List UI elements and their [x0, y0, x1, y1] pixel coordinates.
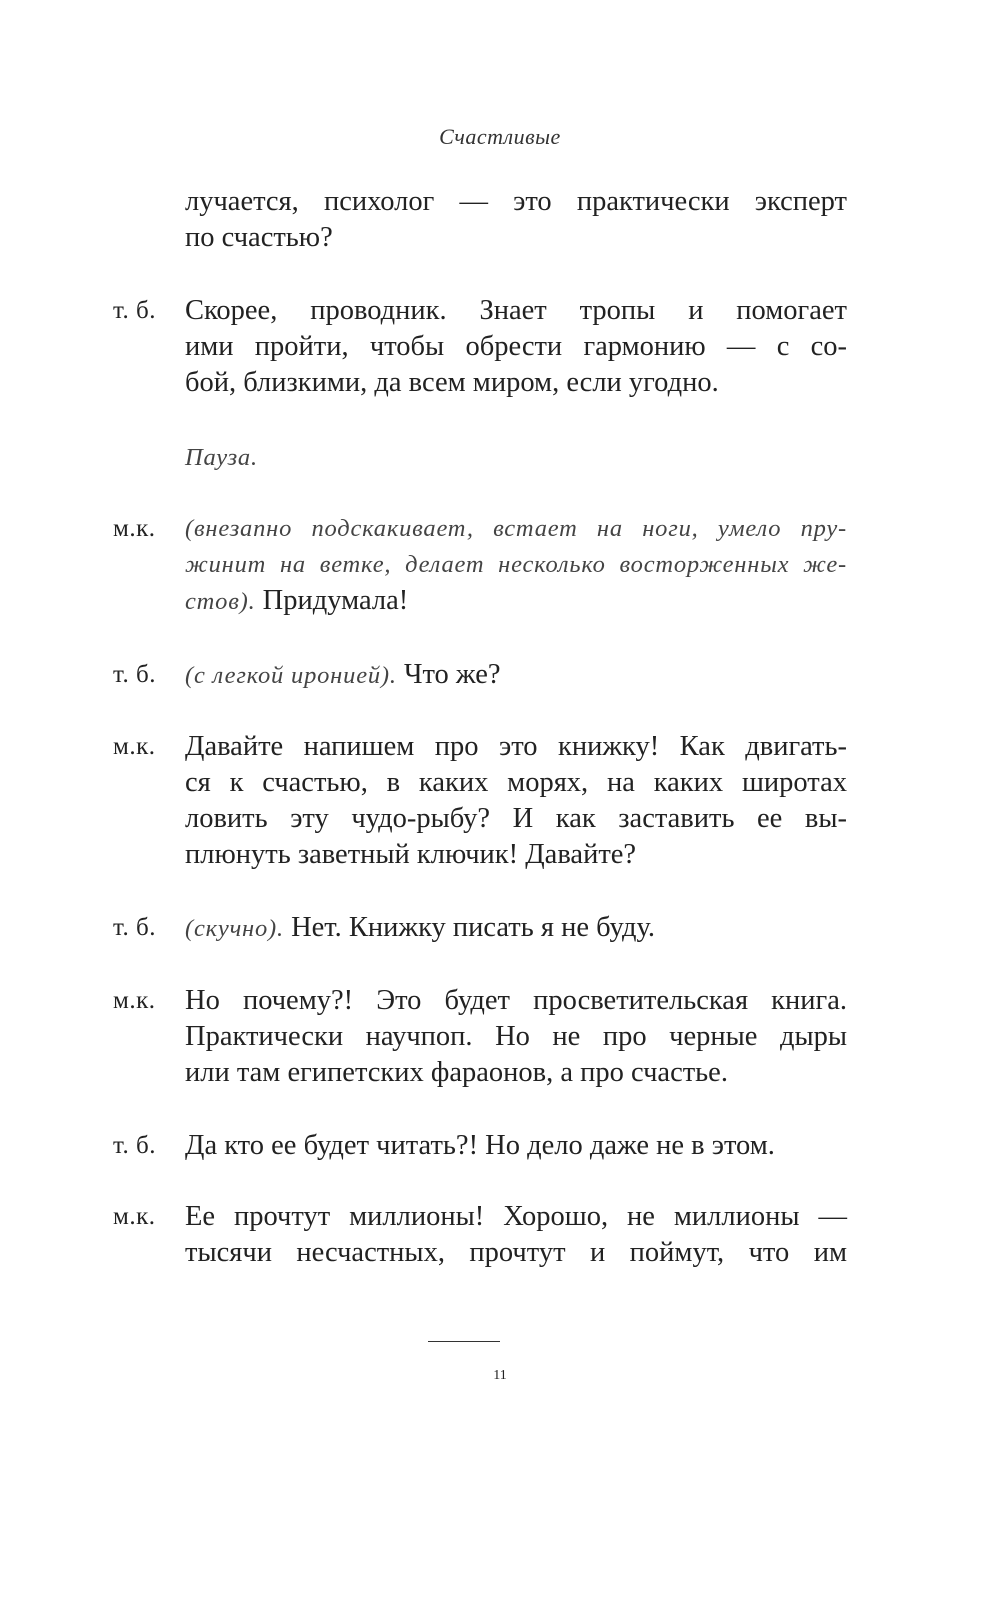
- text-line: ся к счастью, в каких морях, на каких широтах: [185, 767, 847, 798]
- replica: Нет. Книжку писать я не буду.: [291, 912, 656, 943]
- text-line: Но почему?! Это будет просветительская книга.: [185, 985, 847, 1016]
- dialogue-block: [113, 983, 853, 1091]
- remark: стов).: [185, 588, 256, 615]
- dialogue-text: [185, 184, 847, 256]
- text-line: Скорее, проводник. Знает тропы и помогает: [185, 295, 847, 326]
- speaker-label: м.к.: [113, 987, 156, 1014]
- text-line: бой, близкими, да всем миром, если угодно.: [185, 367, 719, 398]
- dialogue-text: [185, 910, 847, 947]
- dialogue-block: [113, 1199, 853, 1271]
- running-head: Счастливые: [439, 124, 561, 149]
- text-line: ловить эту чудо-рыбу? И как заставить ее вы-: [185, 803, 847, 834]
- speaker-label: т. б.: [113, 914, 157, 941]
- dialogue-block: [113, 293, 853, 401]
- footer-rule: [428, 1341, 500, 1342]
- speaker-label: м.к.: [113, 733, 156, 760]
- dialogue-block: [113, 910, 853, 947]
- remark-line: жинит на ветке, делает несколько восторженных же-: [185, 551, 847, 578]
- dialogue-text: [185, 657, 847, 694]
- speaker-label: т. б.: [113, 1132, 157, 1159]
- speaker-label: т. б.: [113, 661, 157, 688]
- text-line: лучается, психолог — это практически эксперт: [185, 186, 847, 217]
- remark-line: (внезапно подскакивает, встает на ноги, умело пру-: [185, 515, 847, 542]
- dialogue-text: [185, 293, 847, 401]
- text-line: Ее прочтут миллионы! Хорошо, не миллионы —: [185, 1201, 847, 1232]
- text-line: или там египетских фараонов, а про счастье.: [185, 1057, 728, 1088]
- dialogue-text: [185, 439, 847, 476]
- dialogue-text: [185, 1128, 847, 1164]
- remark: (с легкой иронией).: [185, 662, 397, 689]
- text-line: Да кто ее будет читать?! Но дело даже не в этом.: [185, 1130, 775, 1161]
- dialogue-block: [113, 511, 853, 620]
- stage-direction: Пауза.: [185, 444, 258, 471]
- dialogue-text: [185, 1199, 847, 1271]
- speaker-label: т. б.: [113, 297, 157, 324]
- dialogue-block: [113, 729, 853, 873]
- dialogue-text: [185, 983, 847, 1091]
- dialogue-block: [113, 1128, 853, 1164]
- text-line: по счастью?: [185, 222, 333, 253]
- replica: Придумала!: [262, 585, 409, 616]
- text-line: [185, 583, 847, 620]
- dialogue-block: [113, 657, 853, 694]
- text-line: [185, 910, 847, 947]
- text-line: плюнуть заветный ключик! Давайте?: [185, 839, 637, 870]
- dialogue-text: [185, 729, 847, 873]
- dialogue-text: [185, 511, 847, 620]
- dialogue-block: [113, 184, 853, 256]
- remark: (скучно).: [185, 915, 284, 942]
- stage-direction-block: [113, 439, 853, 476]
- text-line: Давайте напишем про это книжку! Как двигать-: [185, 731, 847, 762]
- speaker-label: м.к.: [113, 515, 156, 542]
- text-line: Практически научпоп. Но не про черные дыры: [185, 1021, 847, 1052]
- text-line: тысячи несчастных, прочтут и поймут, что им: [185, 1237, 847, 1268]
- replica: Что же?: [403, 659, 501, 690]
- speaker-label: м.к.: [113, 1203, 156, 1230]
- text-line: [185, 657, 847, 694]
- page-number: 11: [493, 1368, 507, 1383]
- text-line: ими пройти, чтобы обрести гармонию — с со-: [185, 331, 847, 362]
